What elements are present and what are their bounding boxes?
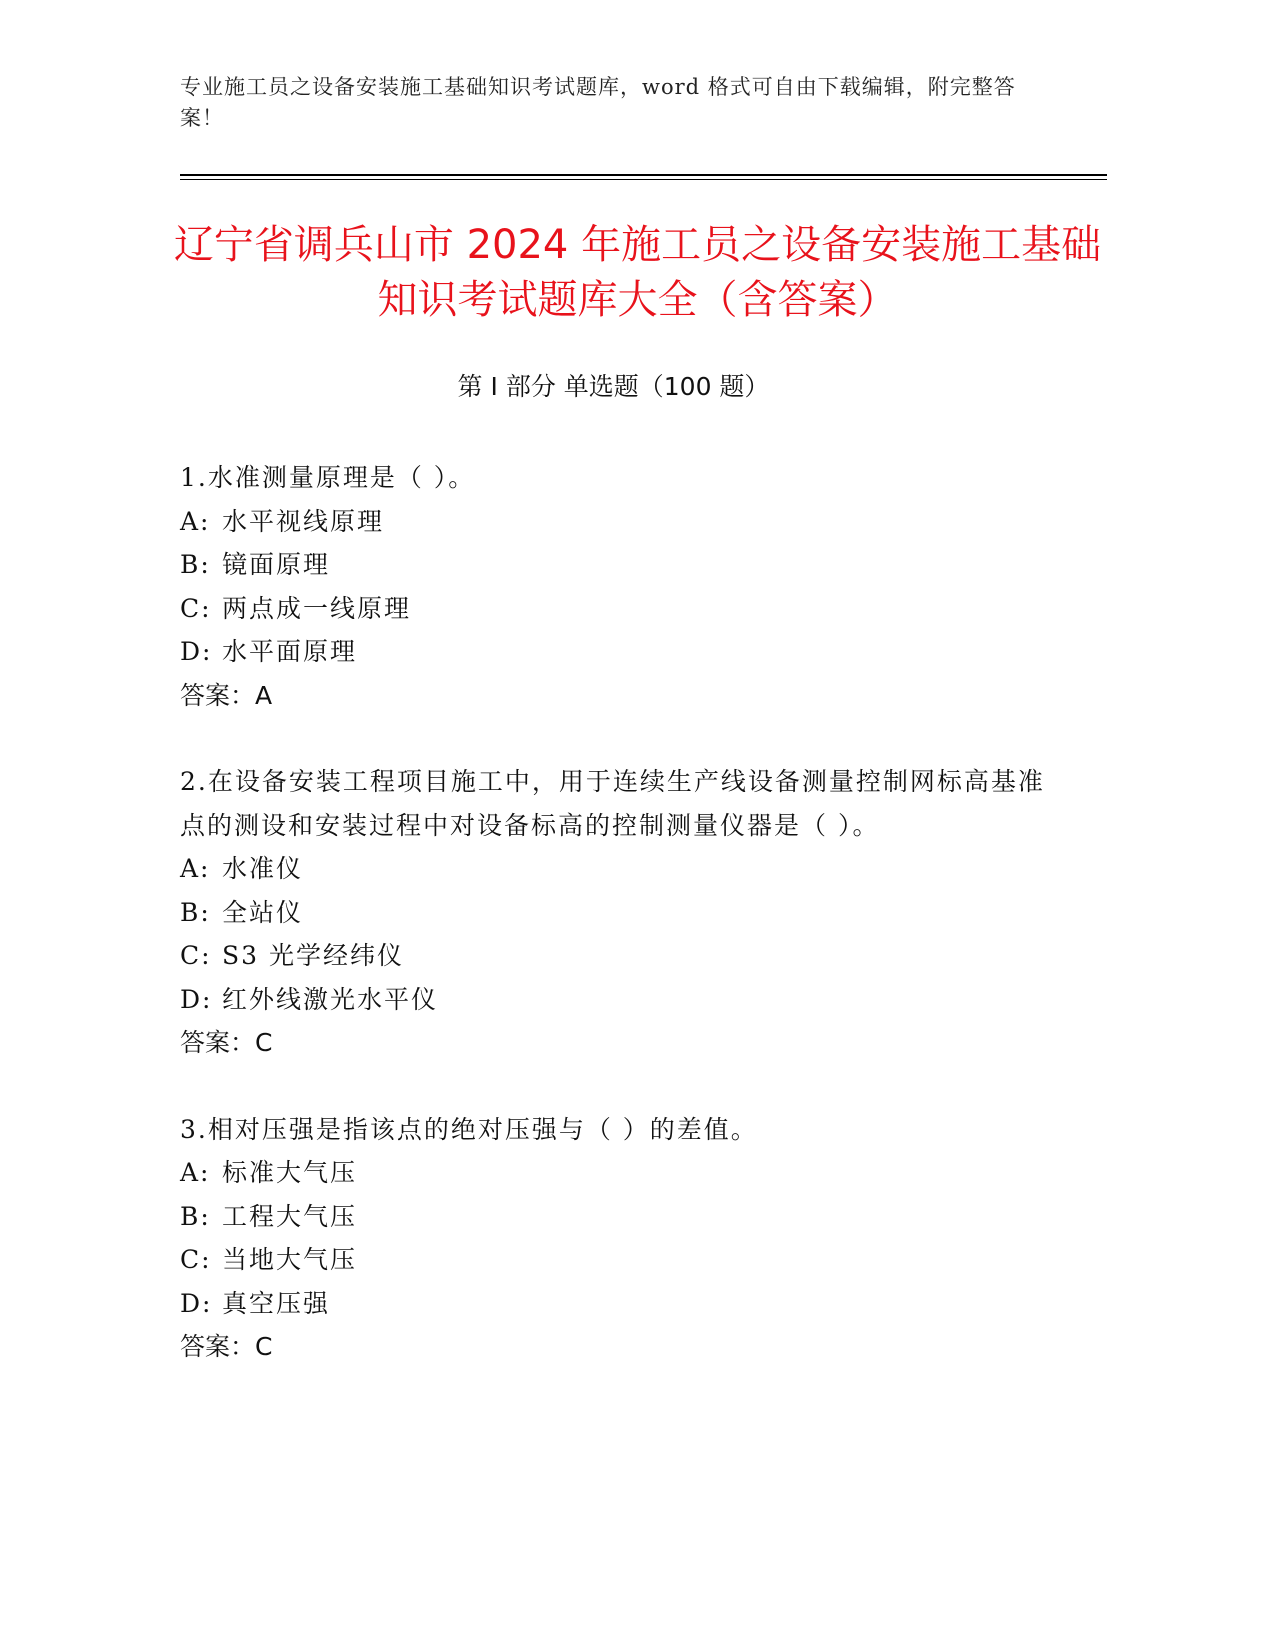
answer: 答案：C [180,1332,273,1361]
option-d [180,978,1080,1022]
option-text: 水平视线原理 [222,506,385,536]
option-key: D: [180,1288,213,1318]
question-stem: 3.相对压强是指该点的绝对压强与（ ）的差值。 [180,1114,758,1144]
option-b [180,1195,1080,1239]
option-key: C: [180,593,212,623]
option-text: 标准大气压 [222,1158,358,1187]
option-text: 水平面原理 [222,637,358,666]
answer: 答案：A [180,680,273,710]
option-c [180,1238,1080,1282]
option-text: S3 光学经纬仪 [222,941,404,970]
question-2 [180,760,1080,1065]
option-key: C: [180,941,212,970]
question-stem: 1.水准测量原理是（ ）。 [180,463,476,492]
option-text: 工程大气压 [222,1201,358,1231]
section-heading: 第 I 部分 单选题（100 题） [457,372,770,401]
option-a [180,847,1080,891]
option-d [180,1282,1080,1326]
question-3 [180,1108,1080,1369]
option-a [180,500,1080,544]
question-stem: 2.在设备安装工程项目施工中，用于连续生产线设备测量控制网标高基准点的测设和安装过程中对设备标高的控制测量仪器是（ ）。 [180,767,1045,840]
option-key: A: [180,506,211,536]
option-key: B: [180,897,211,927]
option-c [180,587,1080,631]
answer: 答案：C [180,1028,273,1057]
option-key: A: [180,854,211,883]
option-b [180,543,1080,587]
option-key: A: [180,1158,211,1187]
option-c [180,934,1080,978]
option-text: 真空压强 [222,1288,331,1318]
option-text: 镜面原理 [222,550,331,579]
option-key: B: [180,550,211,579]
option-text: 两点成一线原理 [222,593,412,623]
header-divider-thin [180,179,1107,180]
option-key: B: [180,1201,211,1231]
option-text: 当地大气压 [222,1245,358,1274]
option-a [180,1151,1080,1195]
option-b [180,891,1080,935]
option-text: 红外线激光水平仪 [222,984,439,1014]
document-title: 辽宁省调兵山市 2024 年施工员之设备安装施工基础知识考试题库大全（含答案） [173,222,1102,323]
option-text: 全站仪 [222,897,304,927]
question-1 [180,456,1080,717]
option-key: D: [180,637,213,666]
header-divider-thick [180,174,1107,176]
question-list [180,456,1080,1412]
option-text: 水准仪 [222,854,304,883]
option-key: D: [180,984,213,1014]
header-note: 专业施工员之设备安装施工基础知识考试题库，word 格式可自由下载编辑，附完整答案！ [180,75,1016,130]
option-key: C: [180,1245,212,1274]
option-d [180,630,1080,674]
